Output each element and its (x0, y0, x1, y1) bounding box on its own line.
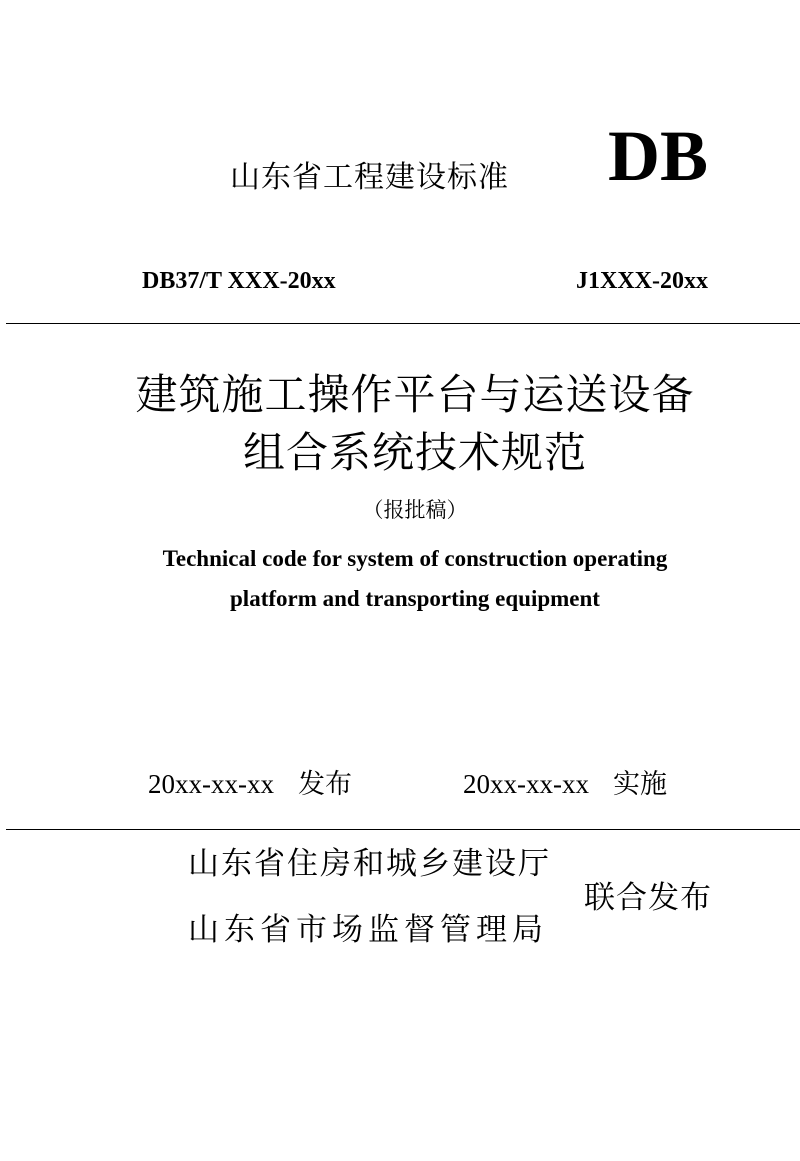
standard-code: DB37/T XXX-20xx (142, 268, 336, 294)
english-title-line-1: Technical code for system of construction operating (162, 546, 668, 571)
implement-date: 20xx-xx-xx (463, 769, 589, 799)
issuer-org-1: 山东省住房和城乡建设厅 (188, 846, 551, 882)
issue-date: 20xx-xx-xx (148, 769, 274, 799)
draft-note: （报批稿） (362, 498, 468, 522)
issue-label: 发布 (297, 769, 352, 800)
implement-label: 实施 (612, 769, 667, 800)
joint-issue-label: 联合发布 (584, 880, 712, 916)
issuer-org-2: 山东省市场监督管理局 (188, 912, 548, 948)
standard-label: 山东省工程建设标准 (230, 160, 509, 195)
db-mark: DB (607, 116, 708, 196)
title-line-2: 组合系统技术规范 (242, 428, 587, 477)
bottom-divider (6, 829, 800, 830)
implement-date-block (463, 762, 667, 801)
record-code: J1XXX-20xx (576, 268, 708, 294)
issue-date-block (148, 762, 352, 801)
title-line-1: 建筑施工操作平台与运送设备 (135, 370, 695, 419)
top-divider (6, 323, 800, 324)
english-title-line-2: platform and transporting equipment (230, 586, 600, 611)
